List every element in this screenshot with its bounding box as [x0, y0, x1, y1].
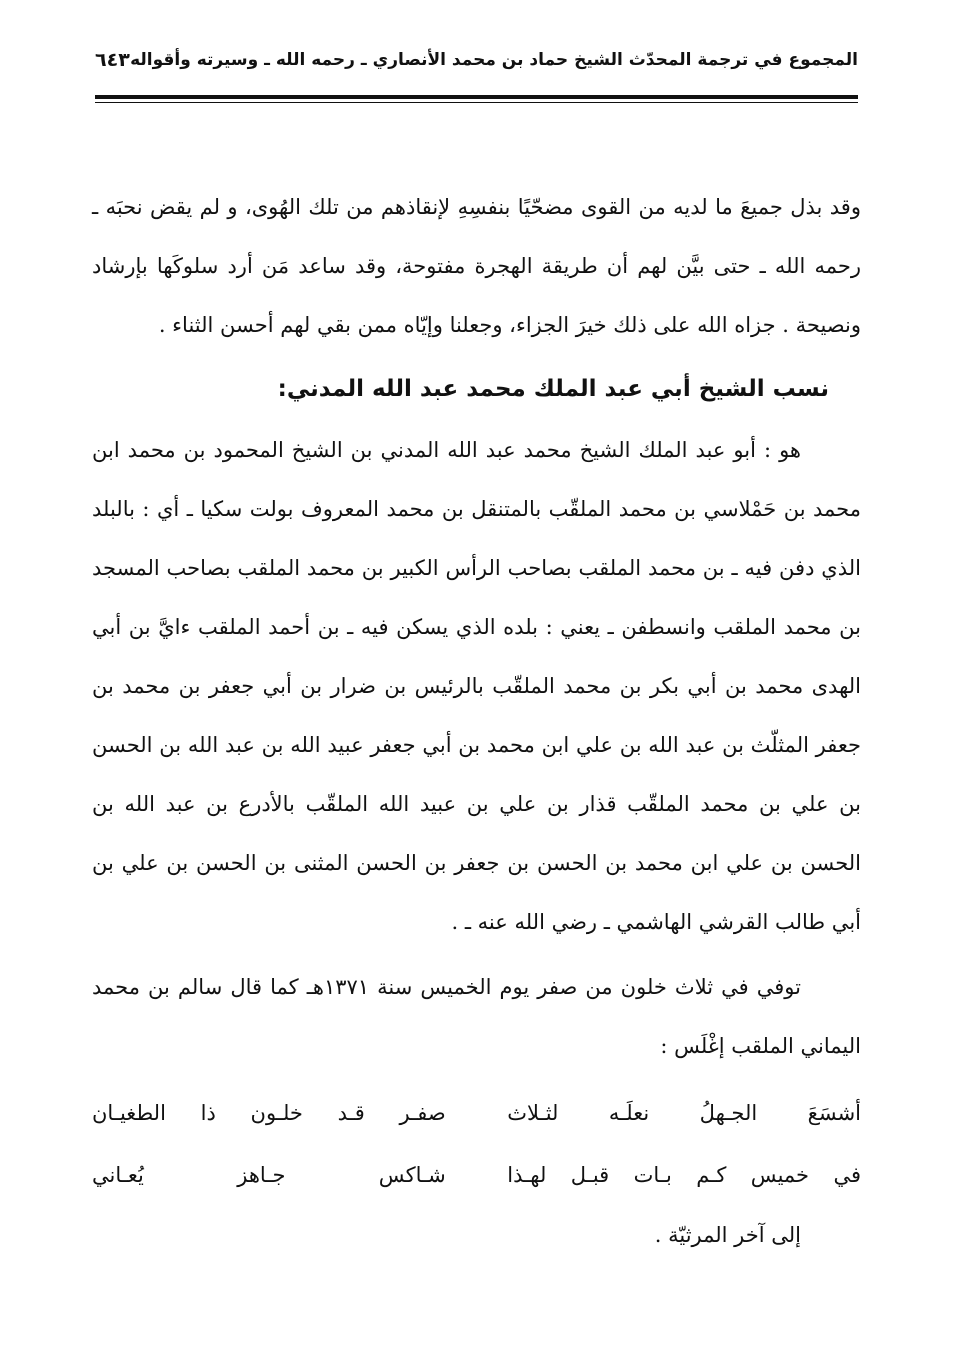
page-number: ٦٤٣	[95, 49, 130, 71]
header-rule-thick	[95, 95, 858, 99]
section-heading: نسب الشيخ أبي عبد الملك محمد عبد الله المدني:	[277, 376, 829, 402]
paragraph-1: وقد بذل جميعَ ما لديه من القوى مضحّيًا بنفسِهِ لإنقاذهم من تلك الهُوى، و لم يقض نحبَه ـ رحمه الله ـ حتى بيَّن لهم أن طريقة الهجرة مفتوحة، وقد ساعد مَن أرد سلوكَها بإرشاد ونصيحة . جزاه الله على ذلك خيرَ الجزاء، وجعلنا وإيّاه ممن بقي لهم أحسن الثناء .	[92, 195, 861, 337]
header-rule-thin	[95, 102, 858, 103]
paragraph-lineage: هو : أبو عبد الملك الشيخ محمد عبد الله المدني بن الشيخ المحمود بن محمد ابن محمد بن حَمْلاسي بن محمد الملقّب بالمتنقل بن محمد المعروف بولت سكيا ـ أي : بالبلد الذي دفن فيه ـ بن محمد الملقب بصاحب الرأس الكبير بن محمد الملقب بصاحب المسجد بن محمد الملقب وانسطفن ـ يعني : بلده الذي يسكن فيه ـ بن أحمد الملقب ءايَّ بن أبي الهدى محمد بن أبي بكر بن محمد الملقّب بالرئيس بن ضرار بن أبي جعفر بن محمد بن جعفر المثلّث بن عبد الله بن علي ابن محمد بن أبي جعفر عبيد الله بن عبد الله بن الحسن بن علي بن محمد الملقّب قذار بن علي بن عبيد الله الملقّب بالأدرع بن عبد الله بن الحسن بن علي ابن محمد بن الحسن بن جعفر بن الحسن المثنى بن الحسن بن علي بن أبي طالب القرشي الهاشمي ـ رضي الله عنه ـ .	[92, 438, 861, 934]
verse-1-second-hemistich: صفـر قـد خلـون ذا الطغيـان	[92, 1101, 446, 1125]
poem-ending: إلى آخر المرثيّة .	[654, 1223, 801, 1247]
body-text	[92, 178, 861, 1265]
verse-1-first-hemistich: أشسَعَ الجـهلُ نعلَـه لثـلاث	[507, 1101, 861, 1125]
verse-2-first-hemistich: في خميس كـم بـات قبـل لهـذا	[507, 1163, 861, 1187]
poem-verse-1	[92, 1082, 861, 1144]
poem-verse-2	[92, 1144, 861, 1206]
running-header	[95, 40, 858, 80]
paragraph-death: توفي في ثلاث خلون من صفر يوم الخميس سنة ١٣٧١هـ كما قال سالم بن محمد اليماني الملقب إغْلَس :	[92, 975, 861, 1058]
verse-2-second-hemistich: شـاكس جـاهز يُعـاني	[92, 1163, 446, 1187]
header-title: المجموع في ترجمة المحدّث الشيخ حماد بن محمد الأنصاري ـ رحمه الله ـ وسيرته وأقواله	[130, 50, 858, 70]
